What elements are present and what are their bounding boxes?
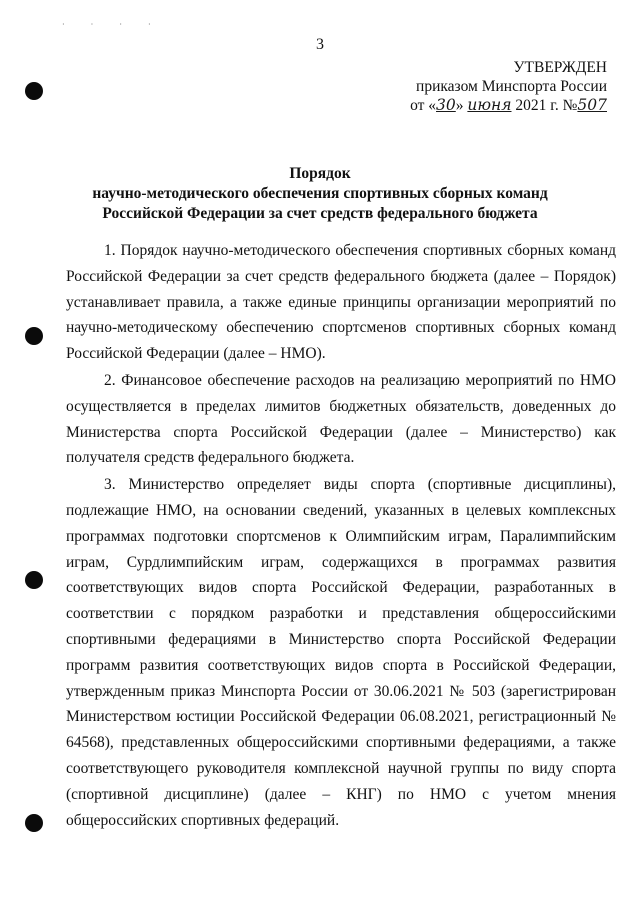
date-separator: » [455, 97, 468, 114]
approval-date-line [377, 96, 607, 115]
punch-hole [25, 571, 43, 589]
document-title [60, 164, 580, 224]
paragraph-2: 2. Финансовое обеспечение расходов на реализацию мероприятий по НМО осуществляется в пределах лимитов бюджетных обязательств, доведенных до Министерства спорта Российской Федерации (далее – Министерство) как получателя средств федерального бюджета. [66, 371, 616, 467]
handwritten-number: 507 [577, 96, 607, 114]
date-year: 2021 г. № [511, 97, 578, 114]
scan-specks: · · · · [62, 20, 163, 29]
approval-order-line: приказом Минспорта России [416, 78, 607, 95]
handwritten-day: 30 [436, 96, 456, 114]
approval-stamp [377, 58, 607, 115]
paragraph-1: 1. Порядок научно-методического обеспечения спортивных сборных команд Российской Федерации за счет средств федерального бюджета (далее – Порядок) устанавливает правила, а также единые принципы организации мероприятий по научно-методическому обеспечению спортсменов спортивных сборных команд Российской Федерации (далее – НМО). [66, 242, 616, 363]
document-body [66, 238, 616, 833]
punch-hole [25, 327, 43, 345]
page-number: 3 [316, 36, 324, 53]
title-line-3: Российской Федерации за счет средств федерального бюджета [102, 205, 538, 222]
date-prefix: от « [410, 97, 437, 114]
paragraph-3: 3. Министерство определяет виды спорта (спортивные дисциплины), подлежащие НМО, на основании сведений, указанных в целевых комплексных программах подготовки спортсменов к Олимпийским играм, Паралимпийским играм, Сурдлимпийским играм, содержащихся в программах развития соответствующих видов спорта Российской Федерации, разработанных в соответствии с порядком разработки и представления общероссийскими спортивными федерациями в Министерство спорта Российской Федерации программ развития соответствующих видов спорта в Российской Федерации, утвержденным приказ Минспорта России от 30.06.2021 № 503 (зарегистрирован Министерством юстиции Российской Федерации 06.08.2021, регистрационный № 64568), представленных общероссийскими спортивными федерациями, а также соответствующего руководителя комплексной научной группы по виду спорта (спортивной дисциплине) (далее – КНГ) по НМО с учетом мнения общероссийских спортивных федераций. [66, 476, 616, 829]
approval-heading: УТВЕРЖДЕН [513, 59, 607, 76]
handwritten-month: июня [467, 96, 512, 114]
title-line-2: научно-методического обеспечения спортивных сборных команд [92, 185, 548, 202]
punch-hole [25, 82, 43, 100]
title-line-1: Порядок [289, 165, 351, 182]
punch-hole [25, 814, 43, 832]
